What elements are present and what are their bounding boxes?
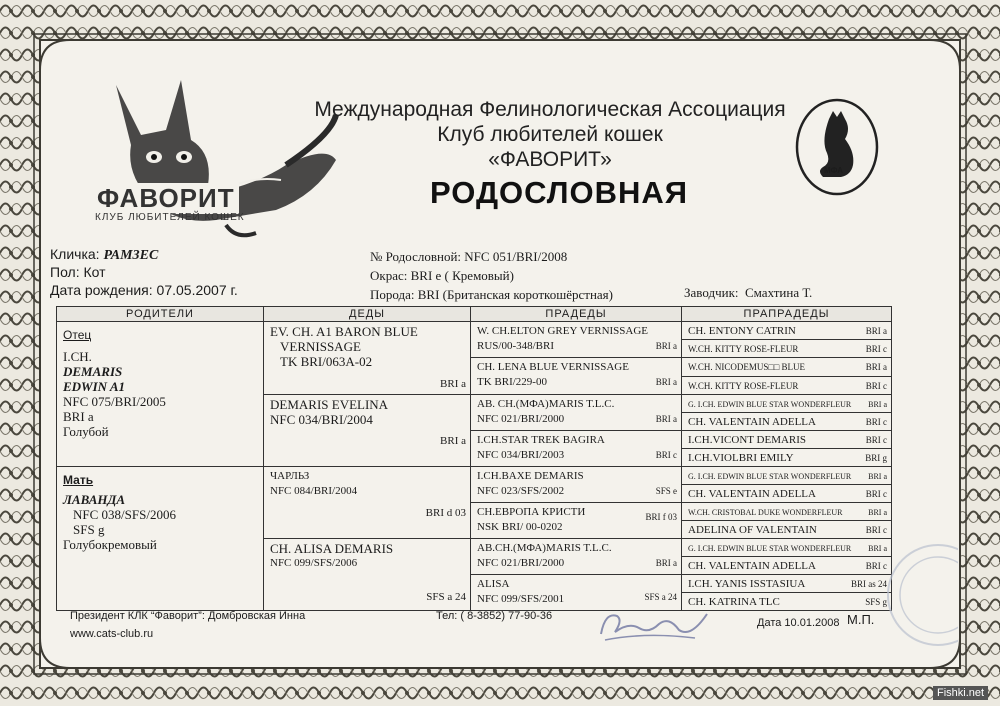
great-great-cell <box>682 467 892 485</box>
great-grandparent-name: I.CH.STAR TREK BAGIRA <box>477 434 605 446</box>
watermark: Fishki.net <box>933 686 988 700</box>
club-name: Клуб любителей кошек <box>437 123 663 146</box>
cat-color: BRI e ( Кремовый) <box>410 268 514 283</box>
great-great-code: BRI c <box>865 525 887 535</box>
father-cell <box>57 322 264 467</box>
president-line: Президент КЛК “Фаворит”: Домбровская Инна <box>70 610 306 622</box>
cat-dob-row <box>50 282 238 298</box>
great-grandparent-name: AB.CH.(МФА)MARIS T.L.C. <box>477 542 612 554</box>
header-great-great: ПРАПРАДЕДЫ <box>682 307 892 322</box>
website: www.cats-club.ru <box>70 628 154 640</box>
father-reg: NFC 075/BRI/2005 <box>63 394 166 409</box>
grandparent-code: BRI d 03 <box>425 507 466 519</box>
great-grandparent-code: BRI c <box>655 450 677 460</box>
grandparent-cell <box>264 322 471 395</box>
great-grandparent-reg: NFC 023/SFS/2002 <box>477 485 565 497</box>
cat-color-row <box>370 268 514 284</box>
great-grandparent-name: W. CH.ELTON GREY VERNISSAGE <box>477 325 649 337</box>
great-great-name: CH. ENTONY CATRIN <box>688 325 796 337</box>
grandparent-code: BRI a <box>440 378 466 390</box>
great-grandparent-name: CH.ЕВРОПА КРИСТИ <box>477 506 586 518</box>
header-grandparents: ДЕДЫ <box>264 307 471 322</box>
great-great-name: I.CH.VICONT DEMARIS <box>688 434 807 446</box>
header-great-grandparents: ПРАДЕДЫ <box>471 307 682 322</box>
phone: Тел: ( 8-3852) 77-90-36 <box>436 610 553 622</box>
mother-name: ЛАВАНДА <box>63 492 126 507</box>
grandparent-name: DEMARIS EVELINA <box>270 397 389 412</box>
breeder: Смахтина Т. <box>745 285 813 300</box>
org-name: Международная Фелинологическая Ассоциация <box>314 98 786 121</box>
great-grandparent-cell <box>471 467 682 503</box>
great-grandparent-name: CH. LENA BLUE VERNISSAGE <box>477 361 629 373</box>
cat-name: РАМЗЕС <box>103 248 159 263</box>
great-great-code: BRI a <box>868 544 887 553</box>
great-grandparent-code: BRI a <box>655 341 677 351</box>
pedigree-table <box>56 306 892 611</box>
father-name-1: DEMARIS <box>63 364 123 379</box>
pedigree-number-label: № Родословной: <box>370 249 462 264</box>
great-great-cell <box>682 449 892 467</box>
great-great-cell <box>682 575 892 593</box>
great-great-cell <box>682 377 892 395</box>
great-grandparent-name: I.CH.BAXE DEMARIS <box>477 470 584 482</box>
great-great-cell <box>682 557 892 575</box>
great-great-name: W.CH. KITTY ROSE-FLEUR <box>688 344 799 354</box>
great-great-code: BRI c <box>865 561 887 571</box>
great-great-cell <box>682 539 892 557</box>
great-great-code: BRI a <box>868 508 887 517</box>
mother-reg: NFC 038/SFS/2006 <box>73 507 176 522</box>
issue-date: Дата 10.01.2008 <box>757 617 840 629</box>
great-grandparent-reg: TK BRI/229-00 <box>477 376 547 388</box>
great-great-code: BRI c <box>865 489 887 499</box>
great-great-cell <box>682 521 892 539</box>
breeder-row <box>684 285 812 301</box>
cat-name-label: Кличка: <box>50 246 100 262</box>
great-great-code: BRI c <box>865 435 887 445</box>
great-grandparent-code: BRI a <box>655 414 677 424</box>
great-great-name: I.CH. YANIS ISSTASIUA <box>688 578 806 590</box>
great-great-name: W.CH. NICODEMUS□□ BLUE <box>688 362 806 372</box>
great-great-name: CH. VALENTAIN ADELLA <box>688 416 816 428</box>
grandparent-reg: NFC 034/BRI/2004 <box>270 412 373 427</box>
great-grandparent-cell <box>471 539 682 575</box>
cat-name-row <box>50 246 158 264</box>
cat-dob: 07.05.2007 г. <box>156 282 238 298</box>
great-grandparent-reg: NFC 034/BRI/2003 <box>477 449 565 461</box>
great-grandparent-name: ALISA <box>477 578 510 590</box>
cat-breed-row <box>370 287 613 303</box>
great-grandparent-cell <box>471 431 682 467</box>
father-name-2: EDWIN A1 <box>63 379 126 394</box>
father-title: I.CH. <box>63 349 92 364</box>
great-great-code: BRI c <box>865 344 887 354</box>
stamp-label: М.П. <box>847 612 875 627</box>
great-great-cell <box>682 503 892 521</box>
great-great-name: CH. VALENTAIN ADELLA <box>688 488 816 500</box>
great-great-name: G. I.CH. EDWIN BLUE STAR WONDERFLEUR <box>688 544 852 553</box>
great-grandparent-code: SFS a 24 <box>644 592 677 602</box>
father-code: BRI a <box>63 409 94 424</box>
faded-stamp <box>865 540 958 650</box>
great-grandparent-reg: NFC 099/SFS/2001 <box>477 593 565 605</box>
great-great-cell <box>682 485 892 503</box>
grandparent-reg: TK BRI/063A-02 <box>280 354 373 369</box>
great-grandparent-cell <box>471 395 682 431</box>
great-grandparent-code: BRI a <box>655 377 677 387</box>
grandparent-name: ЧАРЛЬЗ <box>270 470 310 482</box>
great-grandparent-code: SFS e <box>655 486 677 496</box>
great-grandparent-name: AB. CH.(МФА)MARIS T.L.C. <box>477 398 615 410</box>
mother-role: Мать <box>63 473 94 487</box>
grandparent-cell <box>264 539 471 611</box>
great-grandparent-reg: NSK BRI/ 00-0202 <box>477 521 563 533</box>
great-great-code: BRI c <box>865 381 887 391</box>
great-grandparent-code: BRI a <box>655 558 677 568</box>
great-great-code: BRI g <box>865 453 887 463</box>
logo-name: ФАВОРИТ <box>93 183 239 214</box>
cat-sex-label: Пол: <box>50 264 80 280</box>
great-great-name: W.CH. CRISTOBAL DUKE WONDERFLEUR <box>688 508 843 517</box>
great-grandparent-reg: RUS/00-348/BRI <box>477 340 555 352</box>
pedigree-number-row <box>370 249 567 265</box>
grandparent-cell <box>264 395 471 467</box>
great-great-cell <box>682 431 892 449</box>
mother-color: Голубокремовый <box>63 537 157 552</box>
great-great-name: W.CH. KITTY ROSE-FLEUR <box>688 381 799 391</box>
mfa-seal <box>793 97 881 197</box>
great-great-name: CH. VALENTAIN ADELLA <box>688 560 816 572</box>
grandparent-reg: NFC 084/BRI/2004 <box>270 485 358 497</box>
great-great-code: BRI a <box>868 472 887 481</box>
great-great-name: ADELINA OF VALENTAIN <box>688 524 817 536</box>
grandparent-code: BRI a <box>440 435 466 447</box>
great-great-name: CH. KATRINA TLC <box>688 596 780 608</box>
document-title: РОДОСЛОВНАЯ <box>430 175 689 210</box>
seal-text: МФА <box>824 166 844 175</box>
grandparent-reg: NFC 099/SFS/2006 <box>270 557 358 569</box>
great-grandparent-cell <box>471 358 682 395</box>
great-great-code: BRI as 24 <box>851 579 887 589</box>
great-great-cell <box>682 395 892 413</box>
mother-code: SFS g <box>73 522 105 537</box>
cat-color-label: Окрас: <box>370 268 408 283</box>
pedigree-number: NFC 051/BRI/2008 <box>464 249 568 264</box>
great-grandparent-cell <box>471 503 682 539</box>
great-grandparent-code: BRI f 03 <box>645 512 677 522</box>
header-parents: РОДИТЕЛИ <box>57 307 264 322</box>
great-grandparent-reg: NFC 021/BRI/2000 <box>477 413 565 425</box>
great-great-cell <box>682 413 892 431</box>
club-brand: «ФАВОРИТ» <box>488 148 612 171</box>
great-great-name: G. I.CH. EDWIN BLUE STAR WONDERFLEUR <box>688 400 852 409</box>
great-great-code: BRI c <box>865 417 887 427</box>
cat-breed: BRI (Британская короткошёрстная) <box>417 287 613 302</box>
cat-sex: Кот <box>83 264 106 280</box>
breeder-label: Заводчик: <box>684 285 739 300</box>
mother-cell <box>57 467 264 611</box>
grandparent-name: CH. ALISA DEMARIS <box>270 541 394 556</box>
father-role: Отец <box>63 328 92 342</box>
cat-dob-label: Дата рождения: <box>50 282 153 298</box>
grandparent-code: SFS a 24 <box>426 591 466 603</box>
grandparent-name: EV. CH. A1 BARON BLUE <box>270 324 418 339</box>
great-great-name: G. I.CH. EDWIN BLUE STAR WONDERFLEUR <box>688 472 852 481</box>
great-grandparent-reg: NFC 021/BRI/2000 <box>477 557 565 569</box>
great-grandparent-cell <box>471 322 682 358</box>
cat-breed-label: Порода: <box>370 287 415 302</box>
great-great-code: BRI a <box>865 362 887 372</box>
great-great-cell <box>682 358 892 377</box>
great-great-cell <box>682 322 892 340</box>
great-great-name: I.CH.VIOLBRI EMILY <box>688 452 794 464</box>
grandparent-cell <box>264 467 471 539</box>
great-great-code: BRI a <box>868 400 887 409</box>
logo-subtitle: КЛУБ ЛЮБИТЕЛЕЙ КОШЕК <box>95 212 245 223</box>
cat-sex-row <box>50 264 106 280</box>
grandparent-name-2: VERNISSAGE <box>280 339 361 354</box>
great-great-code: BRI a <box>865 326 887 336</box>
great-great-cell <box>682 340 892 358</box>
signature <box>595 604 715 646</box>
great-great-code: SFS g <box>865 597 887 607</box>
father-color: Голубой <box>63 424 109 439</box>
